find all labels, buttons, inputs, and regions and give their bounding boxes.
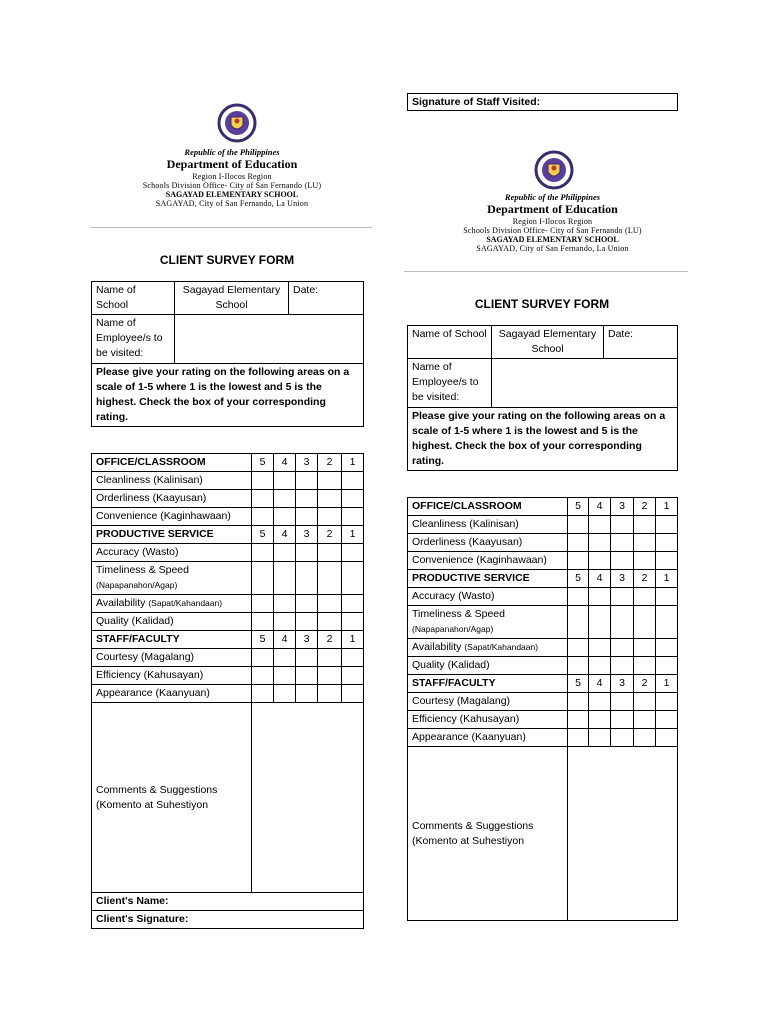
scale-5: 5: [252, 631, 274, 649]
rating-box[interactable]: [568, 657, 589, 675]
rating-box[interactable]: [274, 613, 296, 631]
rating-box[interactable]: [318, 508, 342, 526]
rating-box[interactable]: [318, 562, 342, 595]
timeliness-sub: (Napapanahon/Agap): [96, 580, 178, 590]
scale-2: 2: [634, 675, 656, 693]
division-text: Schools Division Office- City of San Fernando (LU): [463, 225, 642, 235]
scale-5: 5: [568, 570, 589, 588]
rating-box[interactable]: [656, 606, 678, 639]
rating-box[interactable]: [252, 613, 274, 631]
rating-box[interactable]: [274, 472, 296, 490]
item-efficiency: Efficiency (Kahusayan): [92, 667, 252, 685]
scale-5: 5: [568, 675, 589, 693]
republic-text: Republic of the Philippines: [184, 147, 280, 157]
rating-box[interactable]: [589, 534, 611, 552]
rating-box[interactable]: [589, 711, 611, 729]
rating-box[interactable]: [589, 657, 611, 675]
rating-table: [407, 497, 678, 921]
rating-box[interactable]: [656, 639, 678, 657]
rating-box[interactable]: [252, 649, 274, 667]
scale-3: 3: [296, 631, 318, 649]
letterhead: [92, 148, 372, 208]
rating-box[interactable]: [568, 588, 589, 606]
rating-box[interactable]: [252, 472, 274, 490]
scale-3: 3: [611, 570, 634, 588]
rating-box[interactable]: [296, 667, 318, 685]
rating-box[interactable]: [296, 562, 318, 595]
rating-box[interactable]: [274, 685, 296, 703]
item-convenience: Convenience (Kaginhawaan): [408, 552, 568, 570]
rating-box[interactable]: [252, 667, 274, 685]
rating-table: [91, 453, 364, 929]
scale-5: 5: [252, 526, 274, 544]
item-quality: Quality (Kalidad): [408, 657, 568, 675]
rating-box[interactable]: [252, 490, 274, 508]
date-field[interactable]: Date:: [289, 282, 364, 315]
rating-box[interactable]: [634, 588, 656, 606]
rating-box[interactable]: [252, 562, 274, 595]
department-text: Department of Education: [166, 156, 298, 171]
rating-box[interactable]: [342, 667, 364, 685]
scale-1: 1: [342, 631, 364, 649]
scale-5: 5: [252, 454, 274, 472]
rating-box[interactable]: [589, 516, 611, 534]
rating-box[interactable]: [611, 639, 634, 657]
availability-sub: (Sapat/Kahandaan): [464, 642, 539, 652]
scale-3: 3: [296, 526, 318, 544]
rating-box[interactable]: [274, 595, 296, 613]
rating-box[interactable]: [634, 711, 656, 729]
scale-1: 1: [656, 570, 678, 588]
rating-box[interactable]: [634, 516, 656, 534]
rating-box[interactable]: [252, 508, 274, 526]
availability-label: Availability: [412, 641, 462, 653]
scale-3: 3: [296, 454, 318, 472]
rating-box[interactable]: [342, 490, 364, 508]
availability-sub: (Sapat/Kahandaan): [148, 598, 223, 608]
rating-box[interactable]: [634, 606, 656, 639]
item-cleanliness: Cleanliness (Kalinisan): [92, 472, 252, 490]
rating-box[interactable]: [589, 639, 611, 657]
rating-box[interactable]: [296, 508, 318, 526]
item-courtesy: Courtesy (Magalang): [92, 649, 252, 667]
rating-box[interactable]: [568, 552, 589, 570]
scale-4: 4: [589, 570, 611, 588]
rating-box[interactable]: [634, 552, 656, 570]
rating-box[interactable]: [342, 472, 364, 490]
rating-box[interactable]: [274, 508, 296, 526]
item-courtesy: Courtesy (Magalang): [408, 693, 568, 711]
rating-box[interactable]: [318, 544, 342, 562]
date-field[interactable]: Date:: [604, 326, 678, 359]
rating-box[interactable]: [656, 711, 678, 729]
item-quality: Quality (Kalidad): [92, 613, 252, 631]
rating-box[interactable]: [342, 595, 364, 613]
rating-box[interactable]: [656, 534, 678, 552]
item-orderliness: Orderliness (Kaayusan): [92, 490, 252, 508]
right-form: [384, 0, 768, 1024]
rating-box[interactable]: [318, 472, 342, 490]
rating-box[interactable]: [611, 693, 634, 711]
rating-box[interactable]: [611, 534, 634, 552]
rating-box[interactable]: [318, 490, 342, 508]
school-value: Sagayad Elementary School: [175, 282, 289, 315]
rating-box[interactable]: [318, 649, 342, 667]
scale-3: 3: [611, 498, 634, 516]
scale-1: 1: [342, 526, 364, 544]
rating-box[interactable]: [274, 490, 296, 508]
rating-box[interactable]: [589, 588, 611, 606]
rating-box[interactable]: [634, 693, 656, 711]
item-convenience: Convenience (Kaginhawaan): [92, 508, 252, 526]
rating-box[interactable]: [611, 729, 634, 747]
item-appearance: Appearance (Kaanyuan): [92, 685, 252, 703]
scale-2: 2: [634, 498, 656, 516]
rating-box[interactable]: [589, 552, 611, 570]
rating-box[interactable]: [568, 711, 589, 729]
form-title: CLIENT SURVEY FORM: [474, 297, 610, 311]
rating-box[interactable]: [252, 685, 274, 703]
rating-box[interactable]: [634, 657, 656, 675]
rating-box[interactable]: [656, 552, 678, 570]
scale-4: 4: [589, 675, 611, 693]
rating-box[interactable]: [342, 649, 364, 667]
employee-field[interactable]: [175, 315, 364, 364]
item-accuracy: Accuracy (Wasto): [92, 544, 252, 562]
rating-box[interactable]: [568, 693, 589, 711]
deped-seal-icon: [534, 150, 574, 190]
item-accuracy: Accuracy (Wasto): [408, 588, 568, 606]
item-timeliness: [92, 562, 252, 595]
rating-box[interactable]: [318, 595, 342, 613]
name-of-school-label: Name of School: [92, 282, 175, 315]
rating-box[interactable]: [656, 657, 678, 675]
rating-box[interactable]: [252, 595, 274, 613]
scale-1: 1: [656, 675, 678, 693]
rating-box[interactable]: [296, 595, 318, 613]
rating-box[interactable]: [656, 693, 678, 711]
rating-box[interactable]: [568, 534, 589, 552]
rating-box[interactable]: [568, 516, 589, 534]
rating-box[interactable]: [274, 649, 296, 667]
scale-2: 2: [318, 526, 342, 544]
comments-label: Comments & Suggestions (Komento at Suhestiyon: [92, 703, 252, 893]
comments-field[interactable]: [252, 703, 364, 893]
rating-box[interactable]: [296, 649, 318, 667]
rating-box[interactable]: [611, 552, 634, 570]
header-divider: [90, 227, 372, 228]
scale-4: 4: [274, 454, 296, 472]
scale-3: 3: [611, 675, 634, 693]
rating-box[interactable]: [318, 667, 342, 685]
scale-4: 4: [274, 631, 296, 649]
section-staff-faculty: STAFF/FACULTY: [408, 675, 568, 693]
client-name-field[interactable]: Client's Name:: [92, 893, 364, 911]
form-title: CLIENT SURVEY FORM: [159, 253, 295, 267]
employee-label: Name of Employee/s to be visited:: [408, 359, 492, 408]
rating-box[interactable]: [589, 606, 611, 639]
employee-field[interactable]: [492, 359, 678, 408]
rating-box[interactable]: [296, 544, 318, 562]
rating-box[interactable]: [318, 613, 342, 631]
timeliness-label: Timeliness & Speed: [96, 564, 189, 576]
rating-box[interactable]: [342, 613, 364, 631]
employee-label: Name of Employee/s to be visited:: [92, 315, 175, 364]
rating-box[interactable]: [656, 516, 678, 534]
rating-box[interactable]: [634, 639, 656, 657]
info-table: [91, 281, 364, 427]
letterhead: [404, 193, 701, 253]
scale-2: 2: [634, 570, 656, 588]
staff-signature-field[interactable]: Signature of Staff Visited:: [407, 93, 678, 111]
scale-5: 5: [568, 498, 589, 516]
rating-box[interactable]: [274, 562, 296, 595]
rating-box[interactable]: [252, 544, 274, 562]
scale-1: 1: [656, 498, 678, 516]
rating-box[interactable]: [656, 729, 678, 747]
rating-box[interactable]: [611, 588, 634, 606]
item-appearance: Appearance (Kaanyuan): [408, 729, 568, 747]
rating-box[interactable]: [634, 534, 656, 552]
section-productive-service: PRODUCTIVE SERVICE: [92, 526, 252, 544]
school-text: SAGAYAD ELEMENTARY SCHOOL: [486, 234, 619, 244]
department-text: Department of Education: [487, 201, 618, 216]
comments-label: Comments & Suggestions (Komento at Suhestiyon: [408, 747, 568, 921]
scale-4: 4: [589, 498, 611, 516]
republic-text: Republic of the Philippines: [504, 192, 601, 202]
scale-4: 4: [274, 526, 296, 544]
rating-box[interactable]: [342, 508, 364, 526]
division-text: Schools Division Office- City of San Fernando (LU): [142, 180, 322, 190]
rating-box[interactable]: [342, 562, 364, 595]
rating-box[interactable]: [296, 472, 318, 490]
section-office-classroom: OFFICE/CLASSROOM: [408, 498, 568, 516]
rating-box[interactable]: [589, 693, 611, 711]
client-signature-field[interactable]: Client's Signature:: [92, 911, 364, 929]
school-text: SAGAYAD ELEMENTARY SCHOOL: [165, 189, 299, 199]
rating-box[interactable]: [274, 544, 296, 562]
section-productive-service: PRODUCTIVE SERVICE: [408, 570, 568, 588]
name-of-school-label: Name of School: [408, 326, 492, 359]
rating-box[interactable]: [296, 685, 318, 703]
item-availability: [92, 595, 252, 613]
rating-box[interactable]: [274, 667, 296, 685]
rating-box[interactable]: [342, 544, 364, 562]
rating-box[interactable]: [318, 685, 342, 703]
section-staff-faculty: STAFF/FACULTY: [92, 631, 252, 649]
rating-box[interactable]: [568, 606, 589, 639]
scale-2: 2: [318, 454, 342, 472]
address-text: SAGAYAD, City of San Fernando, La Union: [476, 244, 629, 254]
info-table: [407, 325, 678, 471]
item-timeliness: [408, 606, 568, 639]
school-value: Sagayad Elementary School: [492, 326, 604, 359]
rating-box[interactable]: [634, 729, 656, 747]
scale-1: 1: [342, 454, 364, 472]
item-efficiency: Efficiency (Kahusayan): [408, 711, 568, 729]
timeliness-label: Timeliness & Speed: [412, 608, 505, 620]
item-cleanliness: Cleanliness (Kalinisan): [408, 516, 568, 534]
rating-box[interactable]: [611, 606, 634, 639]
deped-seal-icon: [217, 103, 257, 143]
item-availability: [408, 639, 568, 657]
instruction-text: Please give your rating on the following areas on a scale of 1-5 where 1 is the lowest and 5 is the highest. Check the box of your corresponding rating.: [408, 408, 678, 471]
rating-box[interactable]: [568, 729, 589, 747]
region-text: Region I-Ilocos Region: [192, 171, 272, 181]
rating-box[interactable]: [296, 613, 318, 631]
rating-box[interactable]: [342, 685, 364, 703]
rating-box[interactable]: [656, 588, 678, 606]
address-text: SAGAYAD, City of San Fernando, La Union: [155, 199, 309, 209]
rating-box[interactable]: [611, 516, 634, 534]
rating-box[interactable]: [296, 490, 318, 508]
rating-box[interactable]: [568, 639, 589, 657]
item-orderliness: Orderliness (Kaayusan): [408, 534, 568, 552]
rating-box[interactable]: [589, 729, 611, 747]
availability-label: Availability: [96, 597, 146, 609]
scale-2: 2: [318, 631, 342, 649]
rating-box[interactable]: [611, 711, 634, 729]
rating-box[interactable]: [611, 657, 634, 675]
header-divider: [404, 271, 688, 272]
comments-field[interactable]: [568, 747, 678, 921]
region-text: Region I-Ilocos Region: [512, 216, 593, 226]
section-office-classroom: OFFICE/CLASSROOM: [92, 454, 252, 472]
timeliness-sub: (Napapanahon/Agap): [412, 624, 494, 634]
instruction-text: Please give your rating on the following areas on a scale of 1-5 where 1 is the lowest and 5 is the highest. Check the box of your corresponding rating.: [92, 364, 364, 427]
